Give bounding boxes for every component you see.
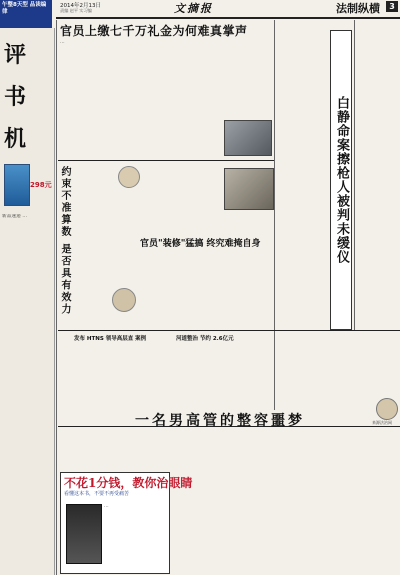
mid-article-body [140,166,220,234]
section-name: 法制纵横 [336,2,380,15]
header-rule [56,17,400,19]
issue-date: 2014年2月13日 [60,3,101,9]
left-banner: 午整8天型 品读编律 [0,0,52,28]
paper-name: 文摘报 [174,2,213,15]
lower-right-body [276,336,400,404]
mid-article-body [140,250,210,328]
author-avatar-icon [112,288,136,312]
vertical-title: 约束不准算数 是否具有效力 [59,166,70,316]
right-mid-body [276,228,328,316]
ad-body-text: ... [104,504,109,509]
top-article-body: ... [60,40,65,45]
feature-body [170,430,290,570]
right-vertical-headline: 白静命案擦枪人被判未缓仪 [330,30,352,330]
top-article-headline: 官员上缴七千万礼金为何难真掌声 [60,24,248,38]
left-list-text: 新品速递 ... [2,214,28,219]
page-number: 3 [386,1,398,12]
feature-body [60,430,166,470]
section-rule [58,160,274,161]
right-article-body [276,24,328,224]
source-seal-icon [376,398,398,420]
left-price: 298元 [30,181,52,189]
feature-headline: 一名男高管的整容噩梦 [135,413,305,429]
mid-article-body [214,250,274,328]
lower-article-headline: 河道整治 节约 2.6亿元 [176,336,234,342]
lower-article-body [176,346,274,404]
top-article-photo [224,120,272,156]
left-big-char-3: 机 [4,126,27,152]
left-big-char-1: 评 [4,42,27,68]
left-big-char-2: 书 [4,84,27,110]
ad-book-image [66,504,102,564]
ad-subtitle: 看懂这本书，不要不再受痛苦 [64,491,130,497]
column-rule [274,20,275,410]
source-seal-caption: 来源法治网 [372,420,392,425]
right-far-body-2 [356,248,400,322]
right-far-body [356,24,400,244]
issue-date-sub: 责编 赵平 实习编 [60,8,92,13]
lower-article-headline: 发布 HTNS 领导高层直 案例 [74,336,147,342]
section-rule [58,330,400,331]
left-ad-image [4,164,30,206]
column-rule [354,20,355,330]
lower-article-body [74,346,174,404]
mid-article-headline: 官员"装修"猛搞 终究难掩自身 [140,239,261,249]
ad-title: 不花1分钱，教你治眼睛 [64,476,193,490]
feature-body [292,430,400,570]
author-avatar-icon [118,166,140,188]
mid-article-photo [224,168,274,210]
